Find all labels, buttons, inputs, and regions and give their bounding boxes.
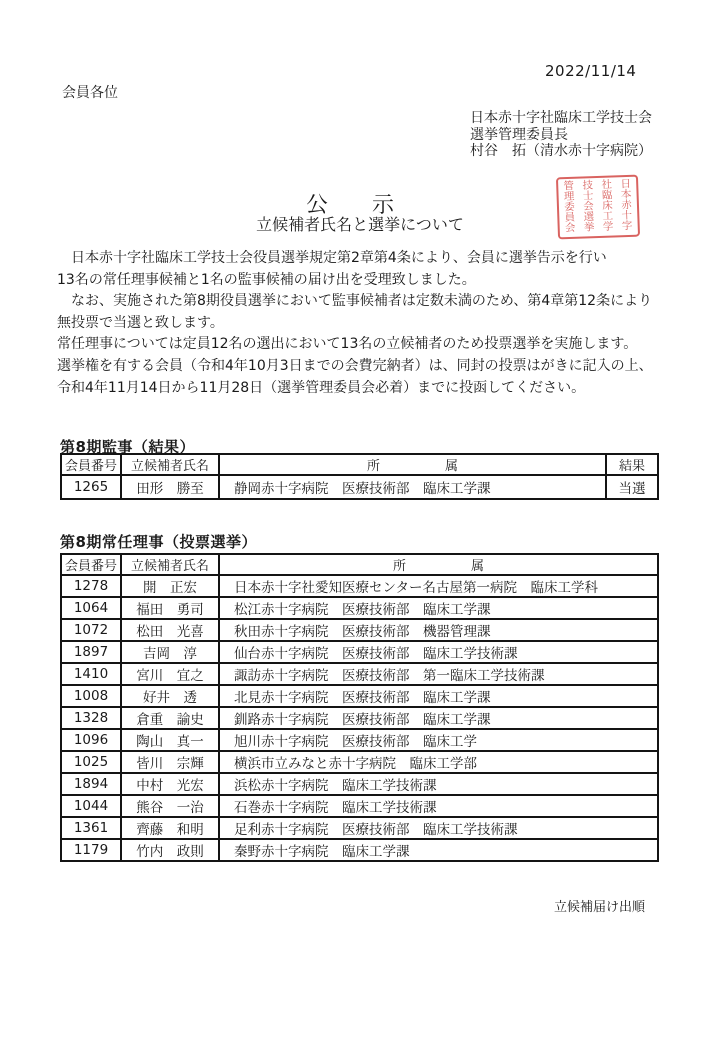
member-no-cell: 1278 — [61, 575, 121, 597]
candidate-name-cell: 皆川 宗輝 — [121, 751, 219, 773]
member-no-cell: 1328 — [61, 707, 121, 729]
member-no-cell: 1044 — [61, 795, 121, 817]
candidate-name-cell: 中村 光宏 — [121, 773, 219, 795]
body-line: 常任理事については定員12名の選出において13名の立候補者のため投票選挙を実施します。 — [57, 336, 638, 353]
member-no-cell: 1179 — [61, 839, 121, 861]
auditor-table-header-row — [61, 454, 658, 475]
affiliation-cell: 横浜市立みなと赤十字病院 臨床工学部 — [219, 751, 658, 773]
candidate-name-cell: 陶山 真一 — [121, 729, 219, 751]
body-line: 13名の常任理事候補と1名の監事候補の届け出を受理致しました。 — [57, 271, 476, 288]
header-member-no: 会員番号 — [61, 454, 121, 475]
candidate-name-cell: 好井 透 — [121, 685, 219, 707]
header-affiliation: 所 属 — [219, 454, 606, 475]
candidate-name-cell: 福田 勇司 — [121, 597, 219, 619]
sender-organization: 日本赤十字社臨床工学技士会 — [470, 110, 652, 126]
director-table-row — [61, 839, 658, 861]
auditor-result-table — [60, 453, 659, 500]
footer-note: 立候補届け出順 — [553, 900, 645, 915]
director-table-row — [61, 751, 658, 773]
member-no-cell: 1008 — [61, 685, 121, 707]
candidate-name-cell: 竹内 政則 — [121, 839, 219, 861]
auditor-section-title: 第8期監事（結果） — [60, 438, 195, 456]
director-table-row — [61, 729, 658, 751]
candidate-name-cell: 齊藤 和明 — [121, 817, 219, 839]
member-no-cell: 1897 — [61, 641, 121, 663]
affiliation-cell: 北見赤十字病院 医療技術部 臨床工学課 — [219, 685, 658, 707]
affiliation-cell: 足利赤十字病院 医療技術部 臨床工学技術課 — [219, 817, 658, 839]
header-result: 結果 — [606, 454, 658, 475]
sender-block — [470, 110, 652, 160]
document-date: 2022/11/14 — [545, 62, 637, 80]
candidate-name-cell: 田形 勝至 — [121, 475, 219, 499]
affiliation-cell: 石巻赤十字病院 臨床工学技術課 — [219, 795, 658, 817]
member-no-cell: 1064 — [61, 597, 121, 619]
candidate-name-cell: 吉岡 淳 — [121, 641, 219, 663]
candidate-name-cell: 倉重 諭史 — [121, 707, 219, 729]
director-section-title: 第8期常任理事（投票選挙） — [60, 533, 257, 551]
director-table-row — [61, 707, 658, 729]
director-table-header-row — [61, 554, 658, 575]
member-no-cell: 1265 — [61, 475, 121, 499]
body-line: 令和4年11月14日から11月28日（選挙管理委員会必着）までに投函してください。 — [57, 379, 586, 396]
body-paragraphs — [57, 248, 685, 399]
notice-subtitle: 立候補者氏名と選挙について — [256, 215, 464, 234]
member-no-cell: 1096 — [61, 729, 121, 751]
director-table-row — [61, 817, 658, 839]
body-line: なお、実施された第8期役員選挙において監事候補者は定数未満のため、第4章第12条により — [57, 293, 653, 310]
affiliation-cell: 秋田赤十字病院 医療技術部 機器管理課 — [219, 619, 658, 641]
candidate-name-cell: 熊谷 一治 — [121, 795, 219, 817]
recipient-label: 会員各位 — [62, 85, 118, 101]
header-affiliation: 所 属 — [219, 554, 658, 575]
director-table-row — [61, 773, 658, 795]
director-table-row — [61, 795, 658, 817]
body-line: 無投票で当選と致します。 — [57, 314, 224, 331]
affiliation-cell: 諏訪赤十字病院 医療技術部 第一臨床工学技術課 — [219, 663, 658, 685]
director-table-row — [61, 619, 658, 641]
candidate-name-cell: 開 正宏 — [121, 575, 219, 597]
sender-role: 選挙管理委員長 — [470, 126, 568, 143]
official-seal-stamp: 日本赤十字 社臨床工学 技士会選挙 管理委員会 — [556, 175, 640, 240]
member-no-cell: 1025 — [61, 751, 121, 773]
director-table-row — [61, 641, 658, 663]
director-table-row — [61, 685, 658, 707]
director-table-row — [61, 663, 658, 685]
header-member-no: 会員番号 — [61, 554, 121, 575]
affiliation-cell: 秦野赤十字病院 臨床工学課 — [219, 839, 658, 861]
affiliation-cell: 日本赤十字社愛知医療センター名古屋第一病院 臨床工学科 — [219, 575, 658, 597]
header-candidate-name: 立候補者氏名 — [121, 554, 219, 575]
body-line: 選挙権を有する会員（令和4年10月3日までの会費完納者）は、同封の投票はがきに記入の上、 — [57, 357, 653, 374]
director-table-row — [61, 597, 658, 619]
affiliation-cell: 仙台赤十字病院 医療技術部 臨床工学技術課 — [219, 641, 658, 663]
sender-person: 村谷 拓（清水赤十字病院） — [470, 143, 652, 159]
member-no-cell: 1072 — [61, 619, 121, 641]
candidate-name-cell: 宮川 宜之 — [121, 663, 219, 685]
notice-title: 公 示 — [305, 193, 394, 218]
body-line: 日本赤十字社臨床工学技士会役員選挙規定第2章第4条により、会員に選挙告示を行い — [57, 250, 607, 266]
director-table-row — [61, 575, 658, 597]
affiliation-cell: 松江赤十字病院 医療技術部 臨床工学課 — [219, 597, 658, 619]
result-cell: 当選 — [606, 475, 658, 499]
member-no-cell: 1361 — [61, 817, 121, 839]
candidate-name-cell: 松田 光喜 — [121, 619, 219, 641]
affiliation-cell: 旭川赤十字病院 医療技術部 臨床工学 — [219, 729, 658, 751]
director-election-table — [60, 553, 659, 862]
member-no-cell: 1894 — [61, 773, 121, 795]
auditor-table-row — [61, 475, 658, 499]
affiliation-cell: 静岡赤十字病院 医療技術部 臨床工学課 — [219, 475, 606, 499]
member-no-cell: 1410 — [61, 663, 121, 685]
affiliation-cell: 浜松赤十字病院 臨床工学技術課 — [219, 773, 658, 795]
affiliation-cell: 釧路赤十字病院 医療技術部 臨床工学課 — [219, 707, 658, 729]
header-candidate-name: 立候補者氏名 — [121, 454, 219, 475]
